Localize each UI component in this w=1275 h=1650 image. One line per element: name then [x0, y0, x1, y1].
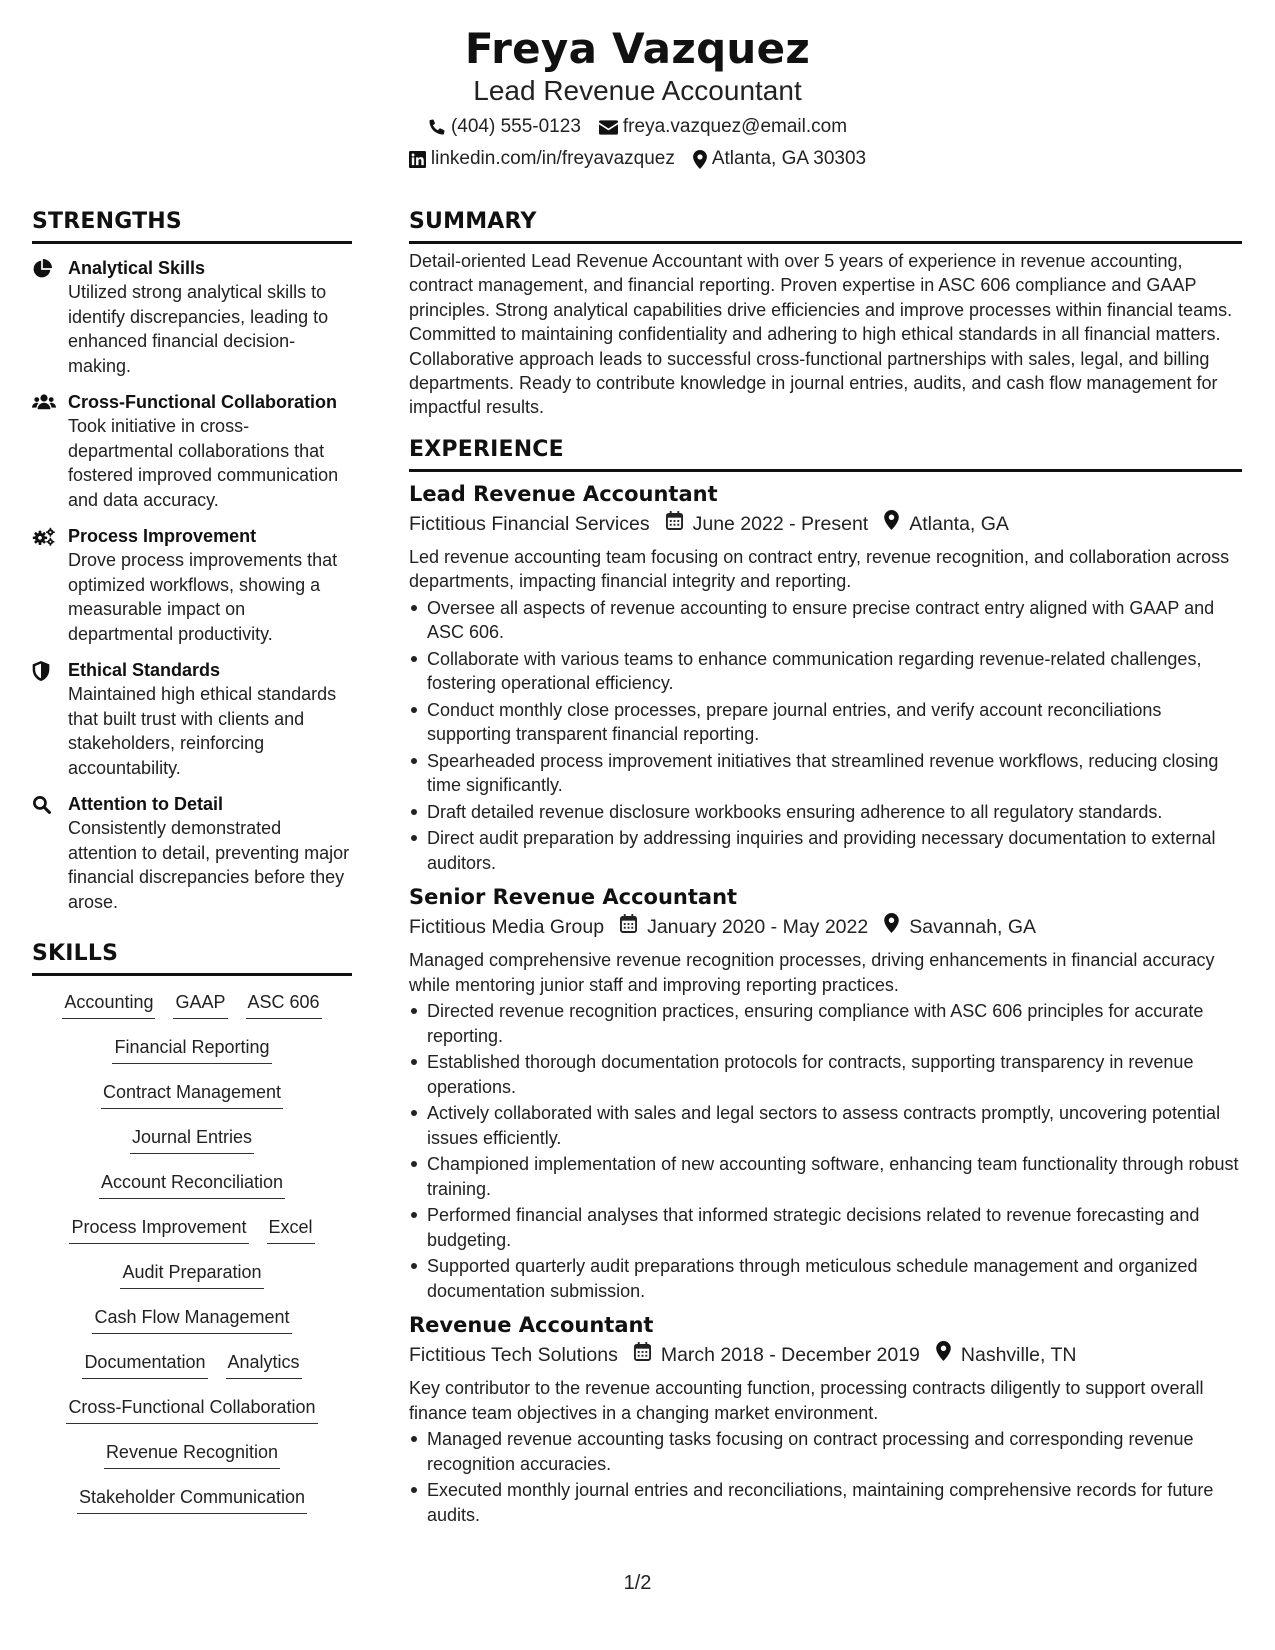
job-company [409, 913, 604, 941]
skill-tag: Documentation [82, 1350, 207, 1379]
bullet-item: Directed revenue recognition practices, ensuring compliance with ASC 606 principles for accurate reporting. [409, 999, 1242, 1048]
job-description: Led revenue accounting team focusing on contract entry, revenue recognition, and collaboration across departments, impacting financial integrity and reporting. [409, 546, 1230, 592]
map-pin-icon [884, 510, 899, 538]
job-entry [409, 1311, 1242, 1527]
calendar-icon [634, 1341, 651, 1369]
resume-header [0, 22, 1275, 172]
map-pin-icon [693, 150, 707, 169]
skill-tag: Process Improvement [69, 1215, 248, 1244]
pie-chart-icon [32, 256, 56, 378]
job-title: Lead Revenue Accountant [409, 481, 718, 506]
map-pin-icon [884, 913, 899, 941]
skill-tag: ASC 606 [246, 990, 322, 1019]
skill-row [32, 1305, 352, 1350]
strength-desc: Drove process improvements that optimized workflows, showing a measurable impact on departmental productivity. [68, 550, 338, 644]
bullet-item: Managed revenue accounting tasks focusing on contract processing and corresponding revenue recognition accuracies. [409, 1427, 1242, 1476]
search-icon [32, 792, 56, 914]
job-meta [409, 913, 1242, 941]
job-title: Revenue Accountant [409, 1313, 654, 1338]
job-bullets [409, 999, 1242, 1303]
skill-row [32, 1260, 352, 1305]
strength-item [32, 256, 352, 378]
phone-icon [428, 118, 446, 136]
contact-row-1 [0, 114, 1275, 140]
phone-contact [428, 114, 581, 140]
bullet-item: Executed monthly journal entries and reconciliations, maintaining comprehensive records for future audits. [409, 1478, 1242, 1527]
location-text: Nashville, TN [960, 1344, 1077, 1367]
calendar-icon [666, 510, 683, 538]
strength-desc: Utilized strong analytical skills to identify discrepancies, leading to enhanced financial decision-making. [68, 282, 329, 376]
skill-tag: Cash Flow Management [92, 1305, 291, 1334]
linkedin-contact[interactable] [409, 146, 675, 172]
left-column [32, 208, 352, 1530]
skills-heading: SKILLS [32, 940, 352, 976]
skill-tag: Analytics [226, 1350, 302, 1379]
bullet-item: Championed implementation of new accounting software, enhancing team functionality through robust training. [409, 1152, 1242, 1201]
location-text: Atlanta, GA [909, 512, 1009, 535]
right-column [409, 208, 1242, 1529]
skill-tag: Account Reconciliation [99, 1170, 285, 1199]
skill-row [32, 1485, 352, 1530]
skill-row [32, 1395, 352, 1440]
email-text[interactable]: freya.vazquez@email.com [622, 116, 848, 137]
skills-list [32, 990, 352, 1530]
envelope-icon [599, 120, 618, 135]
candidate-name: Freya Vazquez [464, 24, 811, 73]
company-name: Fictitious Media Group [409, 916, 605, 939]
strength-item [32, 792, 352, 914]
job-company [409, 1341, 618, 1369]
skill-tag: Contract Management [101, 1080, 283, 1109]
location-text: Savannah, GA [909, 916, 1037, 939]
job-dates [620, 913, 868, 941]
strength-title: Attention to Detail [68, 794, 223, 814]
skill-row [32, 1080, 352, 1125]
strength-item [32, 658, 352, 780]
job-bullets [409, 1427, 1242, 1527]
job-title: Senior Revenue Accountant [409, 885, 738, 910]
company-name: Fictitious Financial Services [409, 512, 650, 535]
job-description: Key contributor to the revenue accounting function, processing contracts diligently to support overall finance team objectives in a changing market environment. [409, 1378, 1204, 1423]
strength-title: Process Improvement [68, 526, 257, 546]
skill-row [32, 990, 352, 1035]
strengths-heading: STRENGTHS [32, 208, 352, 244]
job-entry [409, 480, 1242, 876]
bullet-item: Established thorough documentation protocols for contracts, supporting transparency in revenue operations. [409, 1050, 1242, 1099]
summary-heading: SUMMARY [409, 208, 1242, 244]
users-icon [32, 390, 56, 512]
email-contact[interactable] [599, 114, 847, 140]
dates-text: March 2018 - December 2019 [660, 1344, 920, 1367]
skill-tag: Cross-Functional Collaboration [66, 1395, 317, 1424]
bullet-item: Conduct monthly close processes, prepare journal entries, and verify account reconciliations supporting transparent financial reporting. [409, 698, 1242, 747]
skill-row [32, 1215, 352, 1260]
page-number: 1/2 [623, 1572, 652, 1594]
skill-row [32, 1035, 352, 1080]
skill-tag: Audit Preparation [120, 1260, 263, 1289]
candidate-title: Lead Revenue Accountant [473, 75, 802, 106]
bullet-item: Supported quarterly audit preparations through meticulous schedule management and organized documentation submission. [409, 1254, 1242, 1303]
phone-text: (404) 555-0123 [450, 116, 581, 137]
company-name: Fictitious Tech Solutions [409, 1344, 618, 1367]
gears-icon [32, 524, 56, 646]
bullet-item: Draft detailed revenue disclosure workbooks ensuring adherence to all regulatory standards. [409, 800, 1242, 825]
skill-tag: Financial Reporting [112, 1035, 271, 1064]
bullet-item: Oversee all aspects of revenue accounting to ensure precise contract entry aligned with GAAP and ASC 606. [409, 596, 1242, 645]
location-contact [693, 146, 866, 172]
job-meta [409, 510, 1242, 538]
job-company [409, 510, 650, 538]
job-meta [409, 1341, 1242, 1369]
dates-text: June 2022 - Present [692, 512, 869, 535]
skill-tag: Revenue Recognition [104, 1440, 280, 1469]
strength-item [32, 524, 352, 646]
skill-tag: Journal Entries [130, 1125, 254, 1154]
strength-item [32, 390, 352, 512]
skill-row [32, 1125, 352, 1170]
strength-desc: Consistently demonstrated attention to detail, preventing major financial discrepancies before they arose. [68, 818, 350, 912]
map-pin-icon [936, 1341, 951, 1369]
shield-icon [32, 658, 56, 780]
job-dates [666, 510, 869, 538]
summary-text: Detail-oriented Lead Revenue Accountant with over 5 years of experience in revenue accounting, contract management, and financial reporting. Proven expertise in ASC 606 compliance and GAAP principles. Strong analytical capabilities drive efficiencies and improve processes within financial teams. Committed to maintaining confidentiality and adhering to high ethical standards in all financial matters. Collaborative approach leads to successful cross-functional partnerships with sales, legal, and billing departments. Ready to contribute knowledge in journal entries, audits, and cash flow management for impactful results. [409, 251, 1233, 418]
location-text: Atlanta, GA 30303 [711, 148, 867, 169]
job-entry [409, 883, 1242, 1303]
strength-title: Analytical Skills [68, 258, 206, 278]
bullet-item: Spearheaded process improvement initiatives that streamlined revenue workflows, reducing closing time significantly. [409, 749, 1242, 798]
job-location [884, 913, 1036, 941]
skill-tag: Accounting [62, 990, 155, 1019]
bullet-item: Collaborate with various teams to enhance communication regarding revenue-related challenges, fostering operational efficiency. [409, 647, 1242, 696]
contact-row-2 [0, 146, 1275, 172]
job-location [936, 1341, 1077, 1369]
skill-tag: GAAP [173, 990, 227, 1019]
strengths-list [32, 256, 352, 914]
bullet-item: Performed financial analyses that informed strategic decisions related to revenue forecasting and budgeting. [409, 1203, 1242, 1252]
skill-row [32, 1170, 352, 1215]
job-bullets [409, 596, 1242, 876]
job-location [884, 510, 1009, 538]
calendar-icon [620, 913, 637, 941]
strength-desc: Took initiative in cross-departmental collaborations that fostered improved communication and data accuracy. [68, 416, 339, 510]
strength-title: Ethical Standards [68, 660, 221, 680]
strength-title: Cross-Functional Collaboration [68, 392, 338, 412]
bullet-item: Actively collaborated with sales and legal sectors to assess contracts promptly, uncovering potential issues efficiently. [409, 1101, 1242, 1150]
experience-heading: EXPERIENCE [409, 436, 1242, 472]
skill-row [32, 1350, 352, 1395]
strength-desc: Maintained high ethical standards that built trust with clients and stakeholders, reinforcing accountability. [68, 684, 337, 778]
job-description: Managed comprehensive revenue recognition processes, driving enhancements in financial accuracy while mentoring junior staff and improving reporting practices. [409, 950, 1215, 995]
skill-tag: Stakeholder Communication [77, 1485, 307, 1514]
bullet-item: Direct audit preparation by addressing inquiries and providing necessary documentation to external auditors. [409, 826, 1242, 875]
dates-text: January 2020 - May 2022 [647, 916, 869, 939]
linkedin-icon [409, 151, 426, 168]
job-dates [634, 1341, 920, 1369]
linkedin-text[interactable]: linkedin.com/in/freyavazquez [430, 148, 675, 169]
skill-tag: Excel [267, 1215, 315, 1244]
skill-row [32, 1440, 352, 1485]
